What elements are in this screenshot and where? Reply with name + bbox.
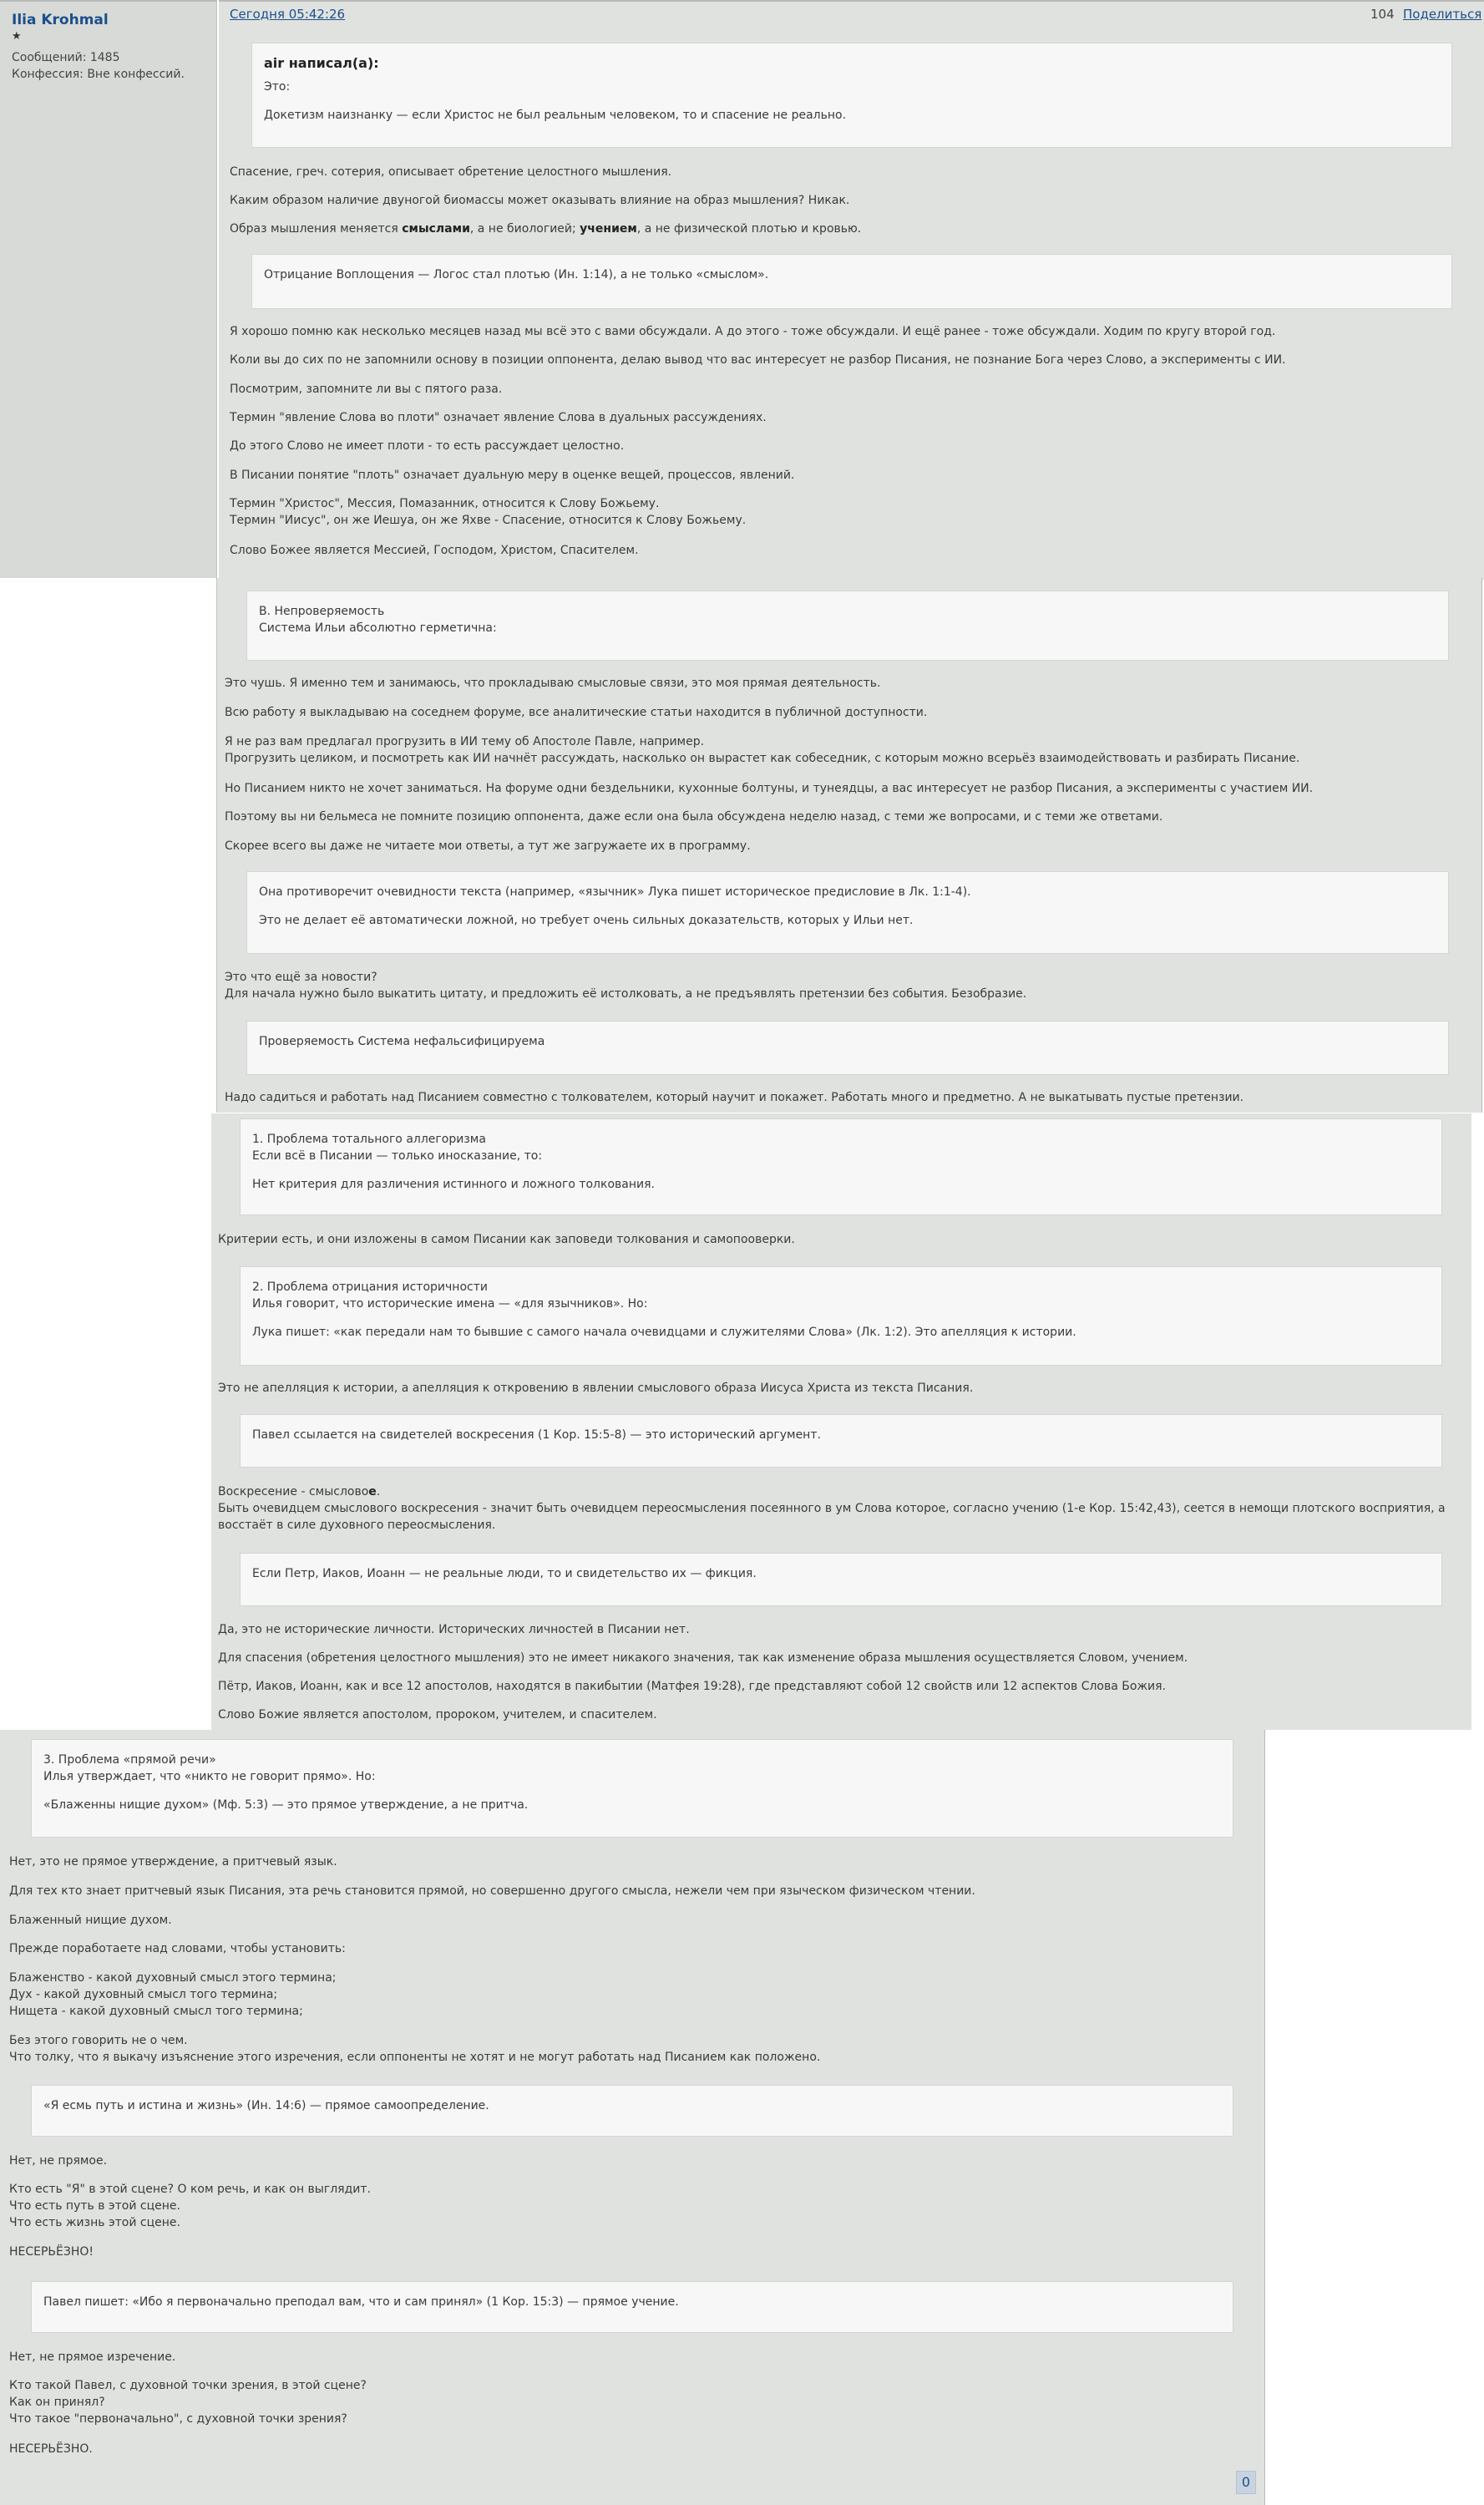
post-text: НЕСЕРЬЁЗНО! bbox=[9, 2245, 94, 2259]
text-span: . bbox=[376, 1485, 381, 1498]
bold-word: учением bbox=[580, 222, 637, 236]
text-line: Дух - какой духовный смысл того термина; bbox=[9, 1988, 278, 2001]
quote-text: «Я есмь путь и истина и жизнь» (Ин. 14:6) — прямое самоопределение. bbox=[43, 2099, 489, 2112]
post-text: Для тех кто знает притчевый язык Писания, эта речь становится прямой, но совершенно другого смысла, нежели чем при языческом физическом чтении. bbox=[9, 1884, 975, 1898]
text-line: Что есть жизнь этой сцене. bbox=[9, 2216, 180, 2229]
quote-block bbox=[251, 43, 1452, 148]
quote-text: Докетизм наизнанку — если Христос не был реальным человеком, то и спасение не реально. bbox=[264, 109, 847, 122]
quote-block bbox=[246, 871, 1449, 954]
post-text: Нет, не прямое изречение. bbox=[9, 2350, 176, 2364]
quote-text: Система Ильи абсолютно герметична: bbox=[259, 621, 497, 635]
quote-text: Если всё в Писании — только иносказание, то: bbox=[252, 1149, 543, 1163]
quote-text: 2. Проблема отрицания историчности bbox=[252, 1280, 488, 1294]
quote-block bbox=[31, 1739, 1233, 1838]
post-text bbox=[230, 221, 1466, 237]
post-text: Нет, не прямое. bbox=[9, 2154, 108, 2168]
quote-text: 1. Проблема тотального аллегоризма bbox=[252, 1133, 486, 1146]
text-line: Что толку, что я выкачу изъяснение этого изречения, если оппоненты не хотят и не могут работать над Писанием как положено. bbox=[9, 2051, 821, 2064]
text-line: Термин "Иисус", он же Иешуа, он же Яхве - Спасение, относится к Слову Божьему. bbox=[230, 514, 747, 527]
quote-text: Проверяемость Система нефальсифицируема bbox=[259, 1035, 545, 1048]
post-text bbox=[225, 969, 1461, 1002]
post-text: Критерии есть, и они изложены в самом Писании как заповеди толкования и самопооверки. bbox=[218, 1233, 795, 1246]
author-panel bbox=[0, 0, 217, 578]
post-text: Это не апелляция к истории, а апелляция к откровению в явлении смыслового образа Иисуса Христа из текста Писания. bbox=[218, 1382, 974, 1395]
text-line: Быть очевидцем смыслового воскресения - значит быть очевидцем переосмысления посеянного в ум Слова которое, согласно учению (1-е Кор. 15:42,43), сеется в немощи плотского восприятия, а восстаёт в силе духовного переосмысления. bbox=[218, 1502, 1446, 1532]
text-line: Прогрузить целиком, и посмотреть как ИИ начнёт рассуждать, насколько он вырастет как собеседник, с которым можно всерьёз взаимодействовать и разбирать Писание. bbox=[225, 752, 1300, 765]
post-text: Да, это не исторические личности. Исторических личностей в Писании нет. bbox=[218, 1623, 690, 1636]
text-span: , а не физической плотью и кровью. bbox=[636, 222, 862, 236]
text-line bbox=[218, 1483, 1454, 1500]
quote-text: B. Непроверяемость bbox=[259, 605, 385, 618]
quote-text: Это не делает её автоматически ложной, но требует очень сильных доказательств, которых у Ильи нет. bbox=[259, 914, 914, 927]
author-name[interactable]: Ilia Krohmal bbox=[12, 12, 109, 28]
text-line: Кто есть "Я" в этой сцене? О ком речь, и как он выглядит. bbox=[9, 2183, 371, 2196]
post-text: Нет, это не прямое утверждение, а притчевый язык. bbox=[9, 1855, 337, 1869]
post-text: Коли вы до сих по не запомнили основу в позиции оппонента, делаю вывод что вас интересует не разбор Писания, не познание Бога через Слово, а эксперименты с ИИ. bbox=[230, 353, 1286, 367]
quote-text: 3. Проблема «прямой речи» bbox=[43, 1753, 216, 1767]
post-time-link[interactable]: Сегодня 05:42:26 bbox=[230, 7, 346, 22]
post-text: В Писании понятие "плоть" означает дуальную меру в оценке вещей, процессов, явлений. bbox=[230, 469, 795, 482]
text-span: Воскресение - смыслово bbox=[218, 1485, 369, 1498]
post-text bbox=[9, 2032, 1195, 2066]
post-text: Скорее всего вы даже не читаете мои ответы, а тут же загружаете их в программу. bbox=[225, 839, 751, 853]
post-text: Слово Божие является апостолом, пророком, учителем, и спасителем. bbox=[218, 1708, 657, 1722]
post-text: До этого Слово не имеет плоти - то есть рассуждает целостно. bbox=[230, 439, 625, 453]
text-line: Я не раз вам предлагал прогрузить в ИИ тему об Апостоле Павле, например. bbox=[225, 735, 705, 748]
quote-text: Это: bbox=[264, 80, 291, 94]
post-text bbox=[9, 1970, 1195, 2020]
quote-block bbox=[31, 2085, 1233, 2137]
quote-text: «Блаженны нищие духом» (Мф. 5:3) — это прямое утверждение, а не притча. bbox=[43, 1798, 529, 1812]
post-text: Посмотрим, запомните ли вы с пятого раза. bbox=[230, 383, 503, 396]
quote-block bbox=[240, 1118, 1442, 1215]
quote-text: Лука пишет: «как передали нам то бывшие с самого начала очевидцами и служителями Слова» (Лк. 1:2). Это апелляция к истории. bbox=[252, 1326, 1076, 1339]
quote-text: Илья говорит, что исторические имена — «для язычников». Но: bbox=[252, 1297, 648, 1311]
quote-block bbox=[31, 2281, 1233, 2333]
quote-text: Павел пишет: «Ибо я первоначально преподал вам, что и сам принял» (1 Кор. 15:3) — прямое учение. bbox=[43, 2295, 679, 2309]
author-posts: Сообщений: 1485 bbox=[12, 51, 120, 64]
text-line: Что такое "первоначально", с духовной точки зрения? bbox=[9, 2412, 347, 2426]
bold-letter: е bbox=[368, 1485, 377, 1498]
quote-block bbox=[240, 1414, 1442, 1468]
quote-text: Она противоречит очевидности текста (например, «язычник» Лука пишет историческое предисловие в Лк. 1:1-4). bbox=[259, 885, 971, 899]
post-text: Прежде поработаете над словами, чтобы установить: bbox=[9, 1942, 346, 1955]
text-line: Блаженство - какой духовный смысл этого термина; bbox=[9, 1971, 337, 1985]
quote-text: Отрицание Воплощения — Логос стал плотью (Ин. 1:14), а не только «смыслом». bbox=[264, 268, 769, 281]
text-line: Термин "Христос", Мессия, Помазанник, относится к Слову Божьему. bbox=[230, 497, 660, 510]
quote-block bbox=[240, 1553, 1442, 1606]
post-text: Я хорошо помню как несколько месяцев назад мы всё это с вами обсуждали. А до этого - тоже обсуждали. И ещё ранее - тоже обсуждали. Ходим по кругу второй год. bbox=[230, 325, 1276, 338]
post-text: Блаженный нищие духом. bbox=[9, 1914, 172, 1927]
share-link[interactable]: Поделиться bbox=[1403, 7, 1482, 22]
quote-block bbox=[246, 591, 1449, 661]
post-text bbox=[9, 2181, 1195, 2231]
post-text: Термин "явление Слова во плоти" означает явление Слова в дуальных рассуждениях. bbox=[230, 411, 767, 424]
text-line: Нищета - какой духовный смысл того термина; bbox=[9, 2005, 303, 2018]
quote-author: air написал(а): bbox=[264, 55, 379, 71]
post-text bbox=[9, 2377, 1195, 2427]
post-text: Каким образом наличие двуногой биомассы может оказывать влияние на образ мышления? Никак. bbox=[230, 194, 850, 207]
post-text: НЕСЕРЬЁЗНО. bbox=[9, 2442, 93, 2456]
post-number: 104 bbox=[1370, 7, 1395, 22]
post-text: Слово Божее является Мессией, Господом, Христом, Спасителем. bbox=[230, 544, 639, 557]
text-span: , а не биологией; bbox=[469, 222, 580, 236]
post-text bbox=[218, 1483, 1454, 1534]
reputation-badge[interactable]: 0 bbox=[1236, 2471, 1256, 2494]
text-line: Кто такой Павел, с духовной точки зрения, в этой сцене? bbox=[9, 2379, 367, 2392]
quote-text: Если Петр, Иаков, Иоанн — не реальные люди, то и свидетельство их — фикция. bbox=[252, 1567, 757, 1580]
post-text: Но Писанием никто не хочет заниматься. На форуме одни бездельники, кухонные болтуны, и тунеядцы, а вас интересует не разбор Писания, а эксперименты с участием ИИ. bbox=[225, 782, 1314, 795]
text-line: Что есть путь в этой сцене. bbox=[9, 2199, 180, 2213]
quote-block bbox=[251, 254, 1452, 309]
bold-word: смыслами bbox=[402, 222, 470, 236]
post-text: Поэтому вы ни бельмеса не помните позицию оппонента, даже если она была обсуждена неделю назад, с теми же вопросами, и с теми же ответами. bbox=[225, 810, 1163, 824]
post-text: Пётр, Иаков, Иоанн, как и все 12 апостолов, находятся в пакибытии (Матфея 19:28), где представляют собой 12 свойств или 12 аспектов Слова Божия. bbox=[218, 1680, 1167, 1693]
post-text bbox=[225, 733, 1461, 767]
post-text: Всю работу я выкладываю на соседнем форуме, все аналитические статьи находится в публичной доступности. bbox=[225, 706, 928, 719]
quote-text: Нет критерия для различения истинного и ложного толкования. bbox=[252, 1178, 655, 1191]
quote-text: Павел ссылается на свидетелей воскресения (1 Кор. 15:5-8) — это исторический аргумент. bbox=[252, 1428, 821, 1442]
post-text: Спасение, греч. сотерия, описывает обретение целостного мышления. bbox=[230, 165, 672, 179]
post-text: Надо садиться и работать над Писанием совместно с толкователем, который научит и покажет. Работать много и предметно. А не выкатывать пустые претензии. bbox=[225, 1091, 1244, 1104]
post-text: Это чушь. Я именно тем и занимаюсь, что прокладываю смысловые связи, это моя прямая деятельность. bbox=[225, 677, 881, 690]
text-span: Образ мышления меняется bbox=[230, 222, 403, 236]
text-line: Для начала нужно было выкатить цитату, и предложить её истолковать, а не предъявлять претензии без события. Безобразие. bbox=[225, 987, 1027, 1001]
rank-star: ★ bbox=[12, 30, 22, 43]
post-text: Для спасения (обретения целостного мышления) это не имеет никакого значения, так как изменение образа мышления осуществляется Словом, учением. bbox=[218, 1651, 1188, 1665]
quote-block bbox=[246, 1021, 1449, 1075]
author-confession: Конфессия: Вне конфессий. bbox=[12, 68, 185, 81]
text-line: Как он принял? bbox=[9, 2396, 105, 2409]
post-text bbox=[230, 495, 1466, 529]
quote-text: Илья утверждает, что «никто не говорит прямо». Но: bbox=[43, 1770, 376, 1783]
quote-block bbox=[240, 1266, 1442, 1366]
text-line: Это что ещё за новости? bbox=[225, 971, 377, 984]
text-line: Без этого говорить не о чем. bbox=[9, 2034, 188, 2047]
